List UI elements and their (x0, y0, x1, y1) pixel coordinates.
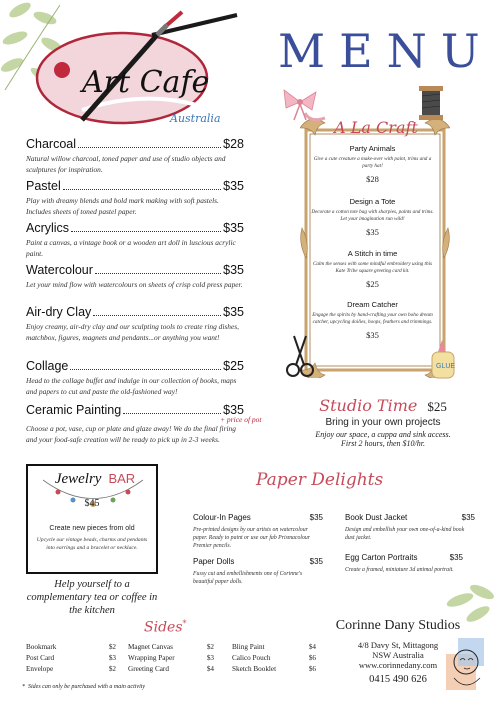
side-item: Sketch Booklet $6 (232, 665, 316, 673)
craft-section-title: A La Craft (334, 118, 418, 137)
sides-column-1 (26, 642, 116, 675)
item-name: Collage (26, 359, 69, 373)
jewelry-price: $45 (84, 498, 100, 509)
paper-item-paper-dolls (193, 557, 323, 586)
paper-item-colour-in (193, 513, 323, 550)
ribbon-bow-icon (280, 82, 320, 122)
menu-item-watercolour (26, 263, 244, 291)
studio-time-section (298, 396, 468, 448)
paper-description: Pre-printed designs by our artists on watercolour paper. Ready to paint or use our fab Prismacolour Premier pencils. (193, 527, 311, 549)
sides-column-2 (128, 642, 214, 675)
paper-name: Egg Carton Portraits (345, 553, 418, 562)
item-description: Play with dreamy blends and bold mark making with soft pastels. Includes sheets of toned pastel paper. (26, 196, 219, 216)
studio-desc-1: Enjoy our space, a cuppa and sink access. (315, 430, 451, 439)
item-name: Ceramic Painting (26, 403, 122, 417)
side-item: Calico Pouch $6 (232, 654, 316, 662)
side-item: Bookmark $2 (26, 643, 116, 651)
studio-title: Studio Time (319, 396, 418, 415)
paper-price: $35 (309, 557, 323, 566)
sides-column-3 (232, 642, 316, 675)
glue-bottle-icon (428, 338, 460, 380)
jewelry-description: Upcycle our vintage beads, charms and pendants into earrings and a bracelet or necklace. (36, 537, 148, 551)
item-description: Natural willow charcoal, toned paper and use of studio objects and sculptures for inspiration. (26, 154, 226, 174)
item-name: Acrylics (26, 221, 70, 235)
side-item: Post Card $3 (26, 654, 116, 662)
paper-item-egg-carton (345, 553, 463, 574)
craft-item-dream-catcher (310, 300, 435, 340)
item-description: Choose a pot, vase, cup or plate and glaze away! We do the final firing and your food-safe creation will be ready to pick up in 2-3 weeks. (26, 424, 236, 444)
paper-item-book-dust-jacket (345, 513, 475, 542)
item-description: Paint a canvas, a vintage book or a wooden art doll in luscious acrylic paint. (26, 238, 236, 258)
address-line-1: 4/8 Davy St, Mittagong (357, 640, 439, 650)
item-price: $35 (223, 263, 244, 277)
price-note: + price of pot (220, 415, 262, 424)
sides-title: Sides* (144, 619, 187, 636)
complimentary-note: Help yourself to a complementary tea or coffee in the kitchen (26, 579, 158, 616)
paper-name: Colour-In Pages (193, 513, 251, 522)
item-description: Head to the collage buffet and indulge in our collection of books, maps and papers to cut and paste the old-fashioned way! (26, 376, 237, 396)
item-name: Air-dry Clay (26, 305, 92, 319)
craft-price: $25 (366, 279, 379, 290)
jewelry-title: Jewelry (54, 471, 102, 487)
jewelry-title-bar: BAR (108, 471, 136, 486)
item-price: $25 (223, 359, 244, 373)
page-title: MENU (278, 24, 494, 78)
side-item: Greeting Card $4 (128, 665, 214, 673)
craft-description: Decorate a cotton tote bag with sharpies, paints and trims. Let your imagination run wild! (311, 209, 434, 223)
side-item: Bling Paint $4 (232, 643, 316, 651)
item-price: $35 (223, 221, 244, 235)
menu-item-ceramic-painting (26, 403, 262, 445)
side-item: Wrapping Paper $3 (128, 654, 214, 662)
address-line-2: NSW Australia (372, 650, 424, 660)
paper-price: $35 (461, 513, 475, 522)
item-price: $35 (223, 403, 244, 417)
paper-description: Fussy cut and embellishments one of Corinne's beautiful paper dolls. (193, 571, 303, 585)
art-cafe-logo (22, 10, 252, 130)
website-link[interactable]: www.corinnedany.com (358, 660, 438, 670)
craft-price: $35 (366, 330, 379, 341)
portrait-art-icon (440, 632, 490, 698)
craft-item-party-animals (310, 144, 435, 184)
menu-item-acrylics (26, 221, 244, 259)
craft-item-stitch-in-time (310, 249, 435, 289)
paper-delights-title: Paper Delights (256, 470, 384, 490)
studio-subtitle: Bring in your own projects (325, 417, 441, 428)
craft-item-design-a-tote (310, 197, 435, 237)
item-description: Let your mind flow with watercolours on sheets of crisp cold press paper. (26, 280, 243, 289)
logo-text: Art Cafe (82, 65, 210, 100)
item-name: Pastel (26, 179, 61, 193)
craft-name: Party Animals (349, 144, 396, 153)
paper-price: $35 (309, 513, 323, 522)
craft-name: A Stitch in time (347, 249, 398, 258)
side-item: Magnet Canvas $2 (128, 643, 214, 651)
item-price: $35 (223, 305, 244, 319)
menu-item-charcoal (26, 137, 244, 175)
studio-desc-2: First 2 hours, then $10/hr. (340, 439, 425, 448)
scissors-icon (284, 334, 316, 378)
craft-price: $28 (366, 174, 379, 185)
item-price: $28 (223, 137, 244, 151)
paper-price: $35 (449, 553, 463, 562)
phone-number: 0415 490 626 (369, 674, 427, 685)
paper-name: Book Dust Jacket (345, 513, 408, 522)
side-item: Envelope $2 (26, 665, 116, 673)
jewelry-subtitle: Create new pieces from old (49, 525, 135, 532)
craft-description: Give a cute creature a make-over with paint, trims and a party hat! (313, 156, 432, 170)
craft-price: $35 (366, 227, 379, 238)
menu-item-collage (26, 359, 244, 397)
svg-text:GLUE: GLUE (436, 363, 456, 370)
craft-description: Calm the senses with some mindful embroidery using this Kate Tribe square greeting card kit. (312, 261, 433, 275)
menu-item-air-dry-clay (26, 305, 244, 343)
craft-name: Dream Catcher (347, 300, 398, 309)
jewelry-bar-box (26, 464, 158, 574)
studio-price: $25 (427, 399, 447, 414)
paper-name: Paper Dolls (193, 557, 235, 566)
paper-description: Create a framed, miniature 3d animal portrait. (345, 567, 454, 573)
item-name: Charcoal (26, 137, 77, 151)
item-description: Enjoy creamy, air-dry clay and our sculpting tools to create ring dishes, matchbox, figures, magnets and pendants...or anything you want! (26, 322, 239, 342)
menu-item-pastel (26, 179, 244, 217)
sides-footnote: * Sides can only be purchased with a main activity (22, 684, 146, 690)
paper-description: Design and embellish your own one-of-a-kind book dust jacket. (345, 527, 465, 541)
item-name: Watercolour (26, 263, 93, 277)
craft-name: Design a Tote (349, 197, 396, 206)
studio-name: Corinne Dany Studios (335, 618, 461, 633)
craft-description: Engage the spirits by hand-crafting your own boho dream catcher, upcycling doilies, hoops, feathers and trimmings. (312, 312, 433, 326)
logo-subtitle: Australia (170, 112, 221, 125)
item-price: $35 (223, 179, 244, 193)
